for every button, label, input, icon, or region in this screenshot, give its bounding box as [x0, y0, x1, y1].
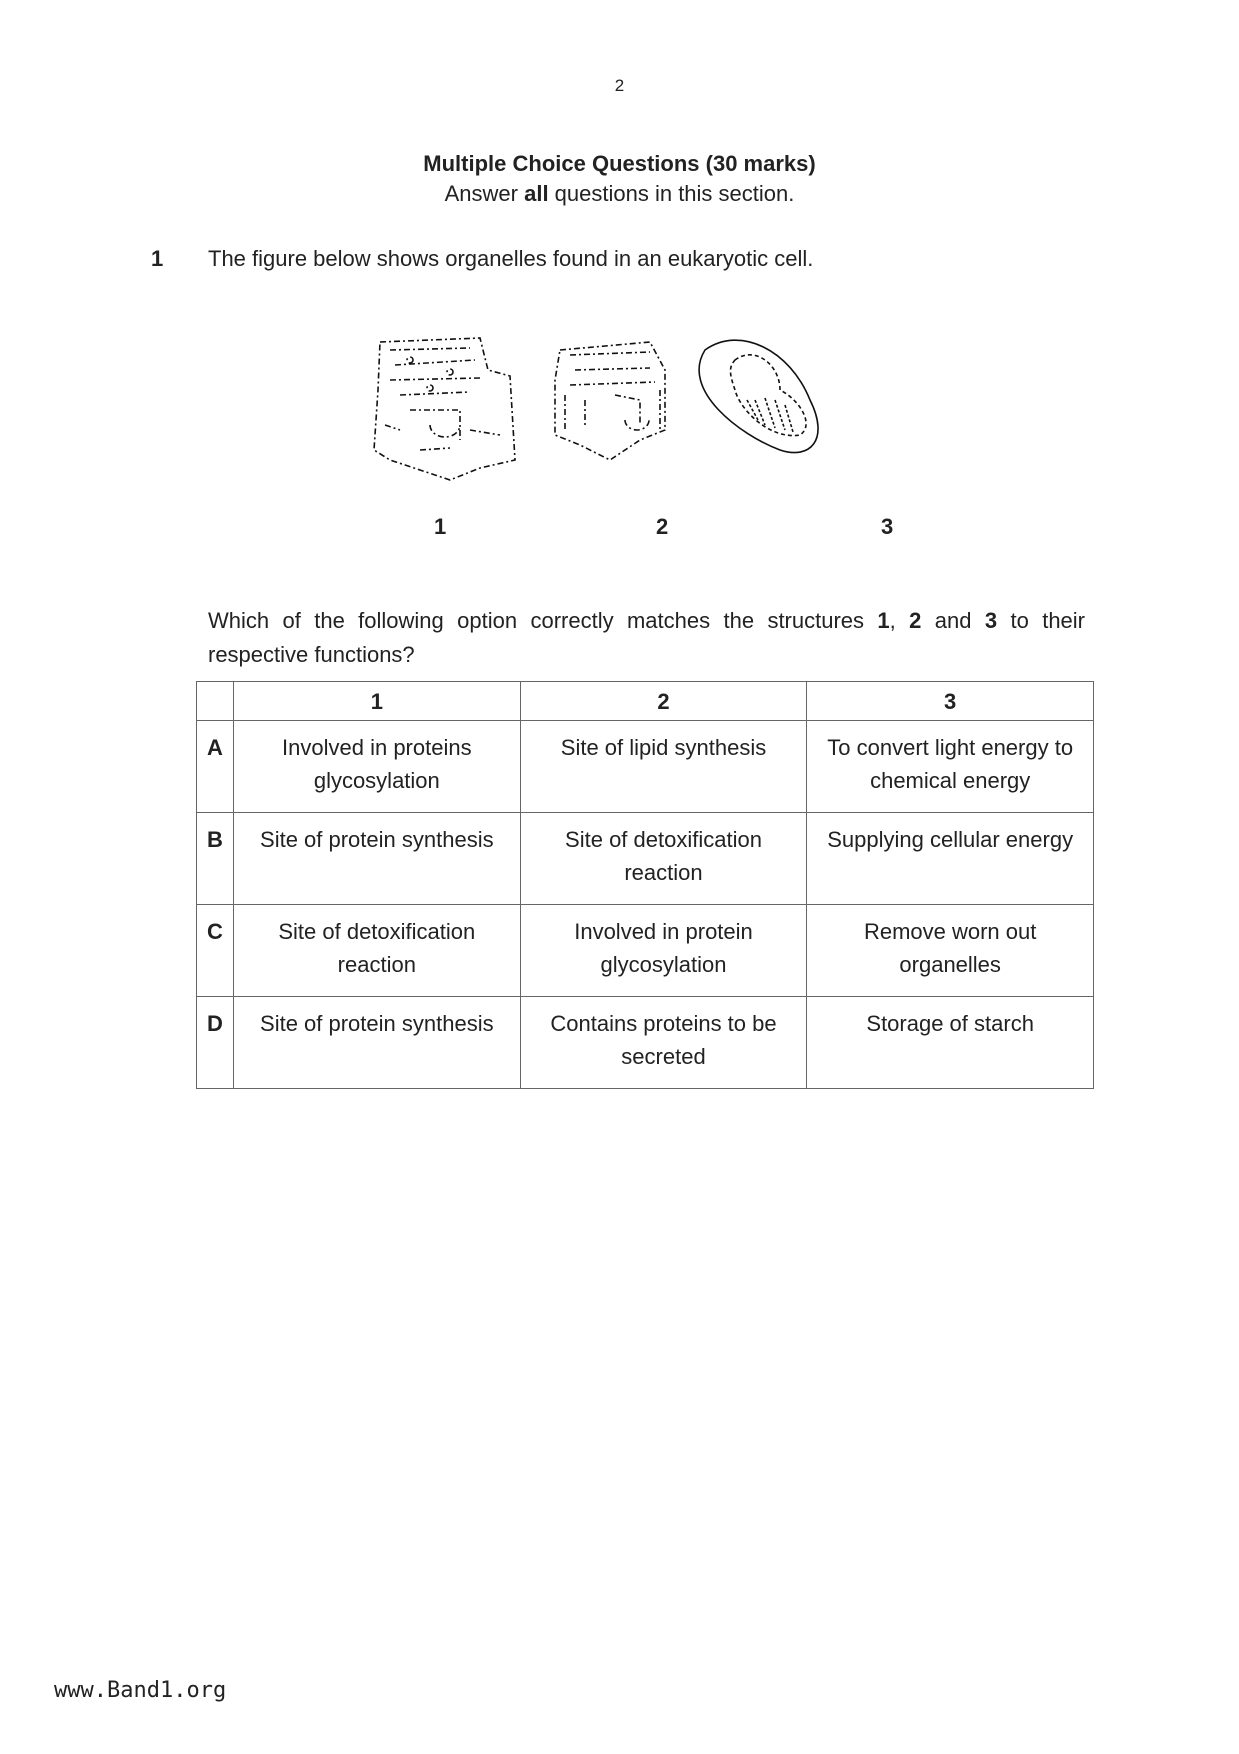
option-label: C	[197, 905, 234, 997]
table-cell: To convert light energy to chemical energy	[807, 721, 1094, 813]
table-cell: Remove worn out organelles	[807, 905, 1094, 997]
table-header: 2	[520, 682, 807, 721]
page-number: 2	[614, 76, 625, 95]
table-cell: Storage of starch	[807, 997, 1094, 1089]
table-cell: Site of protein synthesis	[233, 997, 520, 1089]
table-cell: Site of detoxification reaction	[520, 813, 807, 905]
answer-options-table	[196, 681, 1094, 1089]
question-prompt: Which of the following option correctly matches the structures 1, 2 and 3 to their respective functions?	[208, 608, 1086, 667]
table-header: 3	[807, 682, 1094, 721]
table-cell: Contains proteins to be secreted	[520, 997, 807, 1089]
option-label: D	[197, 997, 234, 1089]
table-cell: Supplying cellular energy	[807, 813, 1094, 905]
table-row-a	[197, 721, 1094, 813]
table-cell: Site of protein synthesis	[233, 813, 520, 905]
golgi-smooth-er-drawing	[555, 342, 665, 460]
mitochondrion-drawing	[699, 340, 818, 452]
option-label: A	[197, 721, 234, 813]
section-instruction: Answer all questions in this section.	[444, 181, 795, 206]
table-row-b	[197, 813, 1094, 905]
question-text: The figure below shows organelles found in an eukaryotic cell.	[208, 246, 814, 271]
table-header-row	[197, 682, 1094, 721]
table-row-c	[197, 905, 1094, 997]
table-row-d	[197, 997, 1094, 1089]
organelles-figure	[360, 330, 920, 500]
table-cell: Involved in protein glycosylation	[520, 905, 807, 997]
figure-label-2: 2	[656, 514, 669, 539]
table-cell: Site of lipid synthesis	[520, 721, 807, 813]
section-title: Multiple Choice Questions (30 marks)	[423, 151, 816, 176]
figure-label-3: 3	[881, 514, 894, 539]
question-number: 1	[151, 246, 164, 271]
footer-watermark: www.Band1.org	[54, 1678, 227, 1703]
table-header	[197, 682, 234, 721]
rough-er-drawing	[374, 338, 515, 480]
option-label: B	[197, 813, 234, 905]
table-cell: Site of detoxification reaction	[233, 905, 520, 997]
table-cell: Involved in proteins glycosylation	[233, 721, 520, 813]
table-header: 1	[233, 682, 520, 721]
figure-label-1: 1	[434, 514, 447, 539]
